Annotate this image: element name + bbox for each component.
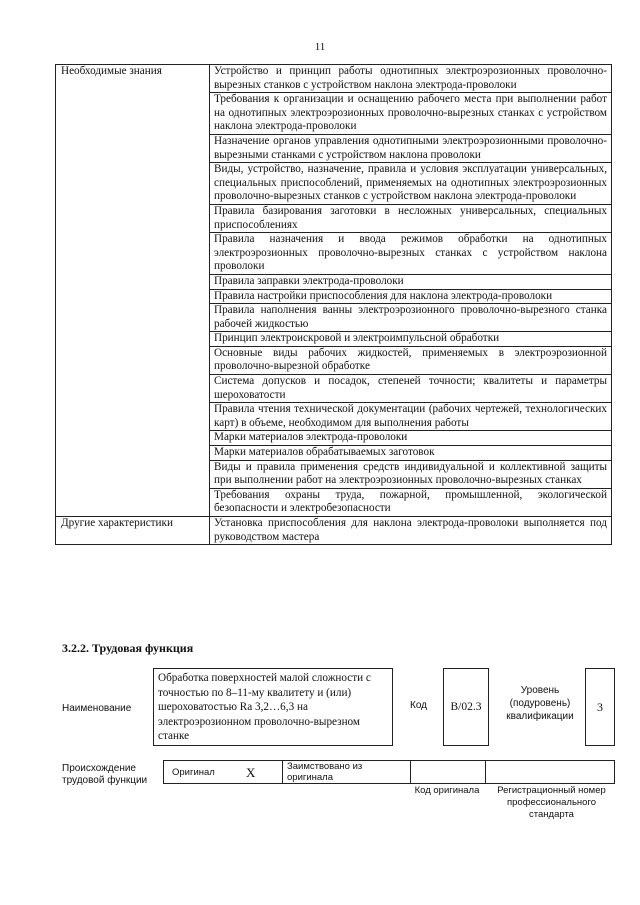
other-characteristics-label: Другие характеристики bbox=[56, 517, 210, 545]
function-name-box: Обработка поверхностей малой сложности с точностью по 8–11-му квалитету и (или) шероховатостью Ra 3,2…6,3 на электроэрозионном проволочно-вырезном станке bbox=[153, 668, 393, 746]
knowledge-item: Требования к организации и оснащению рабочего места при выполнении работ на однотипных электроэрозионных проволочно-вырезных станках с устройством наклона электрода-проволоки bbox=[210, 93, 612, 135]
knowledge-item: Принцип электроискровой и электроимпульсной обработки bbox=[210, 332, 612, 347]
knowledge-item: Правила заправки электрода-проволоки bbox=[210, 274, 612, 289]
knowledge-item: Правила чтения технической документации (рабочих чертежей, технологических карт) в объеме, необходимом для выполнения работы bbox=[210, 403, 612, 431]
knowledge-item: Требования охраны труда, пожарной, промышленной, экологической безопасности и электробезопасности bbox=[210, 488, 612, 516]
code-value: B/02.3 bbox=[443, 668, 489, 746]
required-knowledge-label: Необходимые знания bbox=[56, 65, 210, 517]
knowledge-item: Назначение органов управления однотипными электроэрозионными проволочно-вырезными станками с устройством наклона проволоки bbox=[210, 134, 612, 162]
page-number: 11 bbox=[314, 41, 326, 53]
origin-code-label: Код оригинала bbox=[414, 785, 480, 796]
table-row bbox=[56, 517, 612, 545]
table-row bbox=[56, 65, 612, 93]
original-mark: X bbox=[246, 765, 256, 780]
level-value: 3 bbox=[585, 668, 615, 746]
knowledge-item: Правила наполнения ванны электроэрозионного проволочно-вырезного станка рабочей жидкостью bbox=[210, 304, 612, 332]
knowledge-item: Основные виды рабочих жидкостей, применяемых в электроэрозионной проволочно-вырезной обработке bbox=[210, 346, 612, 374]
knowledge-item: Виды, устройство, назначение, правила и условия эксплуатации универсальных, специальных приспособлений, применяемых на однотипных электроэрозионных проволочно-вырезных станков с устройством наклона электрода-проволоки bbox=[210, 163, 612, 205]
name-label: Наименование bbox=[62, 703, 132, 714]
original-label: Оригинал bbox=[172, 767, 215, 778]
reg-number-label: Регистрационный номер профессионального стандарта bbox=[497, 785, 606, 820]
other-characteristics-value: Установка приспособления для наклона электрода-проволоки выполняется под руководством мастера bbox=[210, 517, 612, 545]
knowledge-item: Правила базирования заготовки в несложных универсальных, специальных приспособлениях bbox=[210, 204, 612, 232]
origin-row bbox=[163, 760, 615, 784]
level-label: Уровень (подуровень) квалификации bbox=[506, 685, 574, 722]
divider bbox=[282, 761, 283, 784]
knowledge-item: Правила назначения и ввода режимов обработки на однотипных электроэрозионных проволочно-вырезных станках с устройством наклона проволоки bbox=[210, 233, 612, 275]
knowledge-item: Правила настройки приспособления для наклона электрода-проволоки bbox=[210, 289, 612, 304]
divider bbox=[485, 761, 486, 784]
section-heading: 3.2.2. Трудовая функция bbox=[62, 641, 194, 655]
origin-label: Происхождение трудовой функции bbox=[62, 763, 148, 786]
knowledge-item: Система допусков и посадок, степеней точности; квалитеты и параметры шероховатости bbox=[210, 375, 612, 403]
knowledge-table bbox=[55, 64, 612, 545]
knowledge-item: Марки материалов обрабатываемых заготовок bbox=[210, 446, 612, 461]
divider bbox=[410, 761, 411, 784]
code-label: Код bbox=[410, 700, 428, 711]
knowledge-item: Марки материалов электрода-проволоки bbox=[210, 431, 612, 446]
borrowed-label: Заимствовано из оригинала bbox=[287, 761, 363, 783]
knowledge-item: Устройство и принцип работы однотипных электроэрозионных проволочно-вырезных станков с устройством наклона электрода-проволоки bbox=[210, 65, 612, 93]
knowledge-item: Виды и правила применения средств индивидуальной и коллективной защиты при выполнении работ на электроэрозионных проволочно-вырезных станках bbox=[210, 460, 612, 488]
